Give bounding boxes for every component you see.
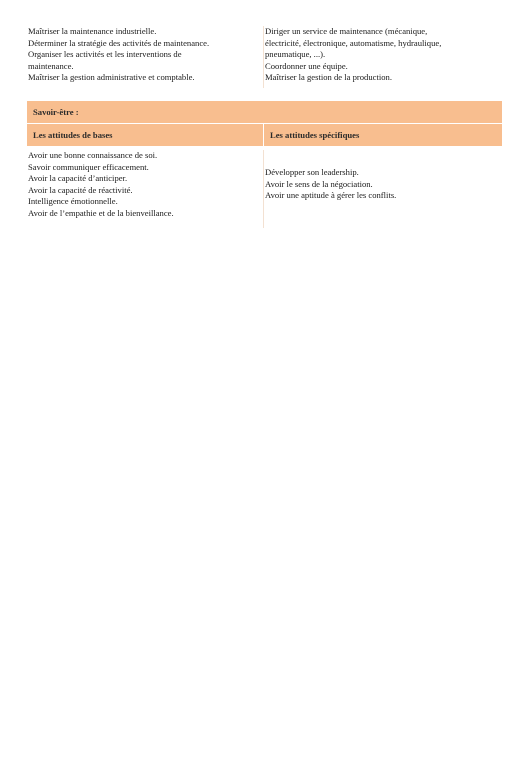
document-page (27, 26, 502, 228)
attitude-line: Avoir la capacité de réactivité. (28, 184, 133, 195)
spacer (27, 88, 502, 101)
skill-line: Déterminer la stratégie des activités de maintenance. (28, 37, 210, 48)
skill-line: Coordonner une équipe. (265, 60, 348, 71)
attitude-line: Savoir communiquer efficacement. (28, 161, 149, 172)
skills-table-continuation (27, 26, 502, 88)
skills-left-column (27, 26, 263, 88)
attitude-line: Intelligence émotionnelle. (28, 196, 118, 207)
attitude-line: Développer son leadership. (265, 167, 359, 177)
skill-line: maintenance. (28, 60, 74, 71)
skill-line: Organiser les activités et les interventions de (28, 49, 182, 60)
attitude-line: Avoir une aptitude à gérer les conflits. (265, 190, 397, 201)
savoir-etre-header-row (27, 124, 502, 146)
attitude-line: Avoir la capacité d’anticiper. (28, 173, 128, 184)
attitudes-specifiques-list (263, 150, 502, 228)
attitudes-bases-list (27, 150, 263, 228)
savoir-etre-content (27, 150, 502, 228)
savoir-etre-title: Savoir-être : (27, 101, 502, 124)
skill-line: Maîtriser la gestion administrative et comptable. (28, 72, 195, 83)
skill-line: électricité, électronique, automatisme, hydraulique, (265, 37, 442, 48)
skill-line: pneumatique, ...). (265, 49, 326, 60)
skill-line: Diriger un service de maintenance (mécanique, (265, 26, 428, 36)
header-attitudes-bases: Les attitudes de bases (33, 130, 113, 140)
attitude-line: Avoir le sens de la négociation. (265, 178, 373, 189)
attitude-line: Avoir de l’empathie et de la bienveillance. (28, 207, 174, 218)
skill-line: Maîtriser la maintenance industrielle. (28, 26, 157, 36)
attitude-line: Avoir une bonne connaissance de soi. (28, 150, 158, 160)
skills-right-column (263, 26, 502, 88)
header-attitudes-specifiques: Les attitudes spécifiques (263, 124, 502, 146)
skill-line: Maîtriser la gestion de la production. (265, 72, 392, 83)
